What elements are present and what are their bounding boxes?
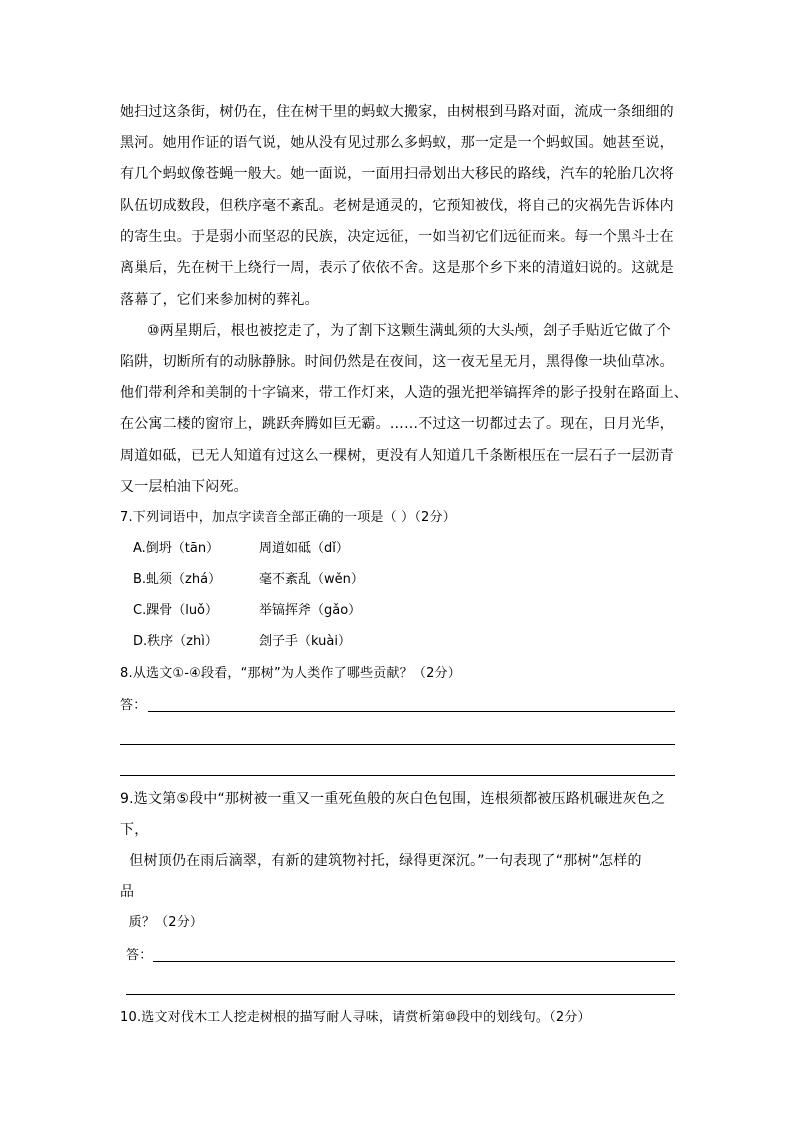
paragraph-10-line: 又一层柏油下闷死。 [120,479,248,495]
passage-line: 的寄生虫。于是弱小而坚忍的民族，决定远征，一如当初它们远征而来。每一个黑斗士在 [120,229,674,245]
question-10-stem: 10.选文对伐木工人挖走树根的描写耐人寻味，请赏析第⑩段中的划线句。（2分） [120,1010,591,1025]
q8-answer-line[interactable] [120,775,675,776]
question-8-stem: 8.从选文①-④段看，“那树”为人类作了哪些贡献？（2分） [120,666,461,681]
paragraph-10-line: 陷阱，切断所有的动脉静脉。时间仍然是在夜间，这一夜无星无月，黑得像一块仙草冰。 [120,354,674,370]
q7-option-d-right: 刽子手（kuài） [259,634,351,649]
q7-option-a-right: 周道如砥（dǐ） [259,541,349,556]
passage-line: 落幕了，它们来参加树的葬礼。 [120,292,319,308]
q9-answer-line[interactable] [126,994,675,995]
passage-line: 有几个蚂蚁像苍蝇一般大。她一面说，一面用扫帚划出大移民的路线，汽车的轮胎几次将 [120,166,674,182]
q8-answer-line[interactable] [120,744,675,745]
paragraph-10-line: 在公寓二楼的窗帘上，跳跃奔腾如巨无霸。……不过这一切都过去了。现在，日月光华， [120,416,674,432]
passage-line: 她扫过这条街，树仍在，住在树干里的蚂蚁大搬家，由树根到马路对面，流成一条细细的 [120,104,674,120]
question-9-stem: 品 [120,884,135,900]
passage-line: 队伍切成数段，但秩序毫不紊乱。老树是通灵的，它预知被伐，将自己的灾祸先告诉体内 [120,198,674,214]
passage-line: 黑河。她用作证的语气说，她从没有见过那么多蚂蚁，那一定是一个蚂蚁国。她甚至说， [120,135,674,151]
paragraph-10-line: ⑩两星期后，根也被挖走了，为了割下这颗生满虬须的大头颅，刽子手贴近它做了个 [147,323,671,339]
paragraph-10-line: 周道如砥，已无人知道有过这么一棵树，更没有人知道几千条断根压在一层石子一层沥青 [120,448,674,464]
q7-option-b-left: B.虬须（zhá） [133,572,222,587]
paragraph-10-line: 他们带利斧和美制的十字镐来，带工作灯来，人造的强光把举镐挥斧的影子投射在路面上、 [120,385,688,401]
passage-line: 离巢后，先在树干上绕行一周，表示了依依不舍。这是那个乡下来的清道妇说的。这就是 [120,260,674,276]
q7-option-d-left: D.秩序（zhì） [133,634,218,649]
question-9-stem: 9.选文第⑤段中“那树被一重又一重死鱼般的灰白色包围，连根须都被压路机碾进灰色之 [120,791,666,807]
q9-answer-label: 答： [126,948,153,963]
question-9-stem: 质？（2分） [120,915,204,930]
question-9-stem: 下， [120,822,149,838]
q7-option-a-left: A.倒坍（tān） [133,541,220,556]
q7-option-c-left: C.踝骨（luǒ） [133,603,219,618]
q8-answer-label: 答： [120,698,147,713]
q9-answer-line[interactable] [153,961,675,962]
question-9-stem: 但树顶仍在雨后滴翠，有新的建筑物衬托，绿得更深沉。”一句表现了“那树”怎样的 [120,853,642,869]
q7-option-b-right: 毫不紊乱（wěn） [259,572,364,587]
question-7-stem: 7.下列词语中，加点字读音全部正确的一项是（ ）（2分） [120,510,456,525]
q8-answer-line[interactable] [148,711,675,712]
q7-option-c-right: 举镐挥斧（gǎo） [259,603,362,618]
